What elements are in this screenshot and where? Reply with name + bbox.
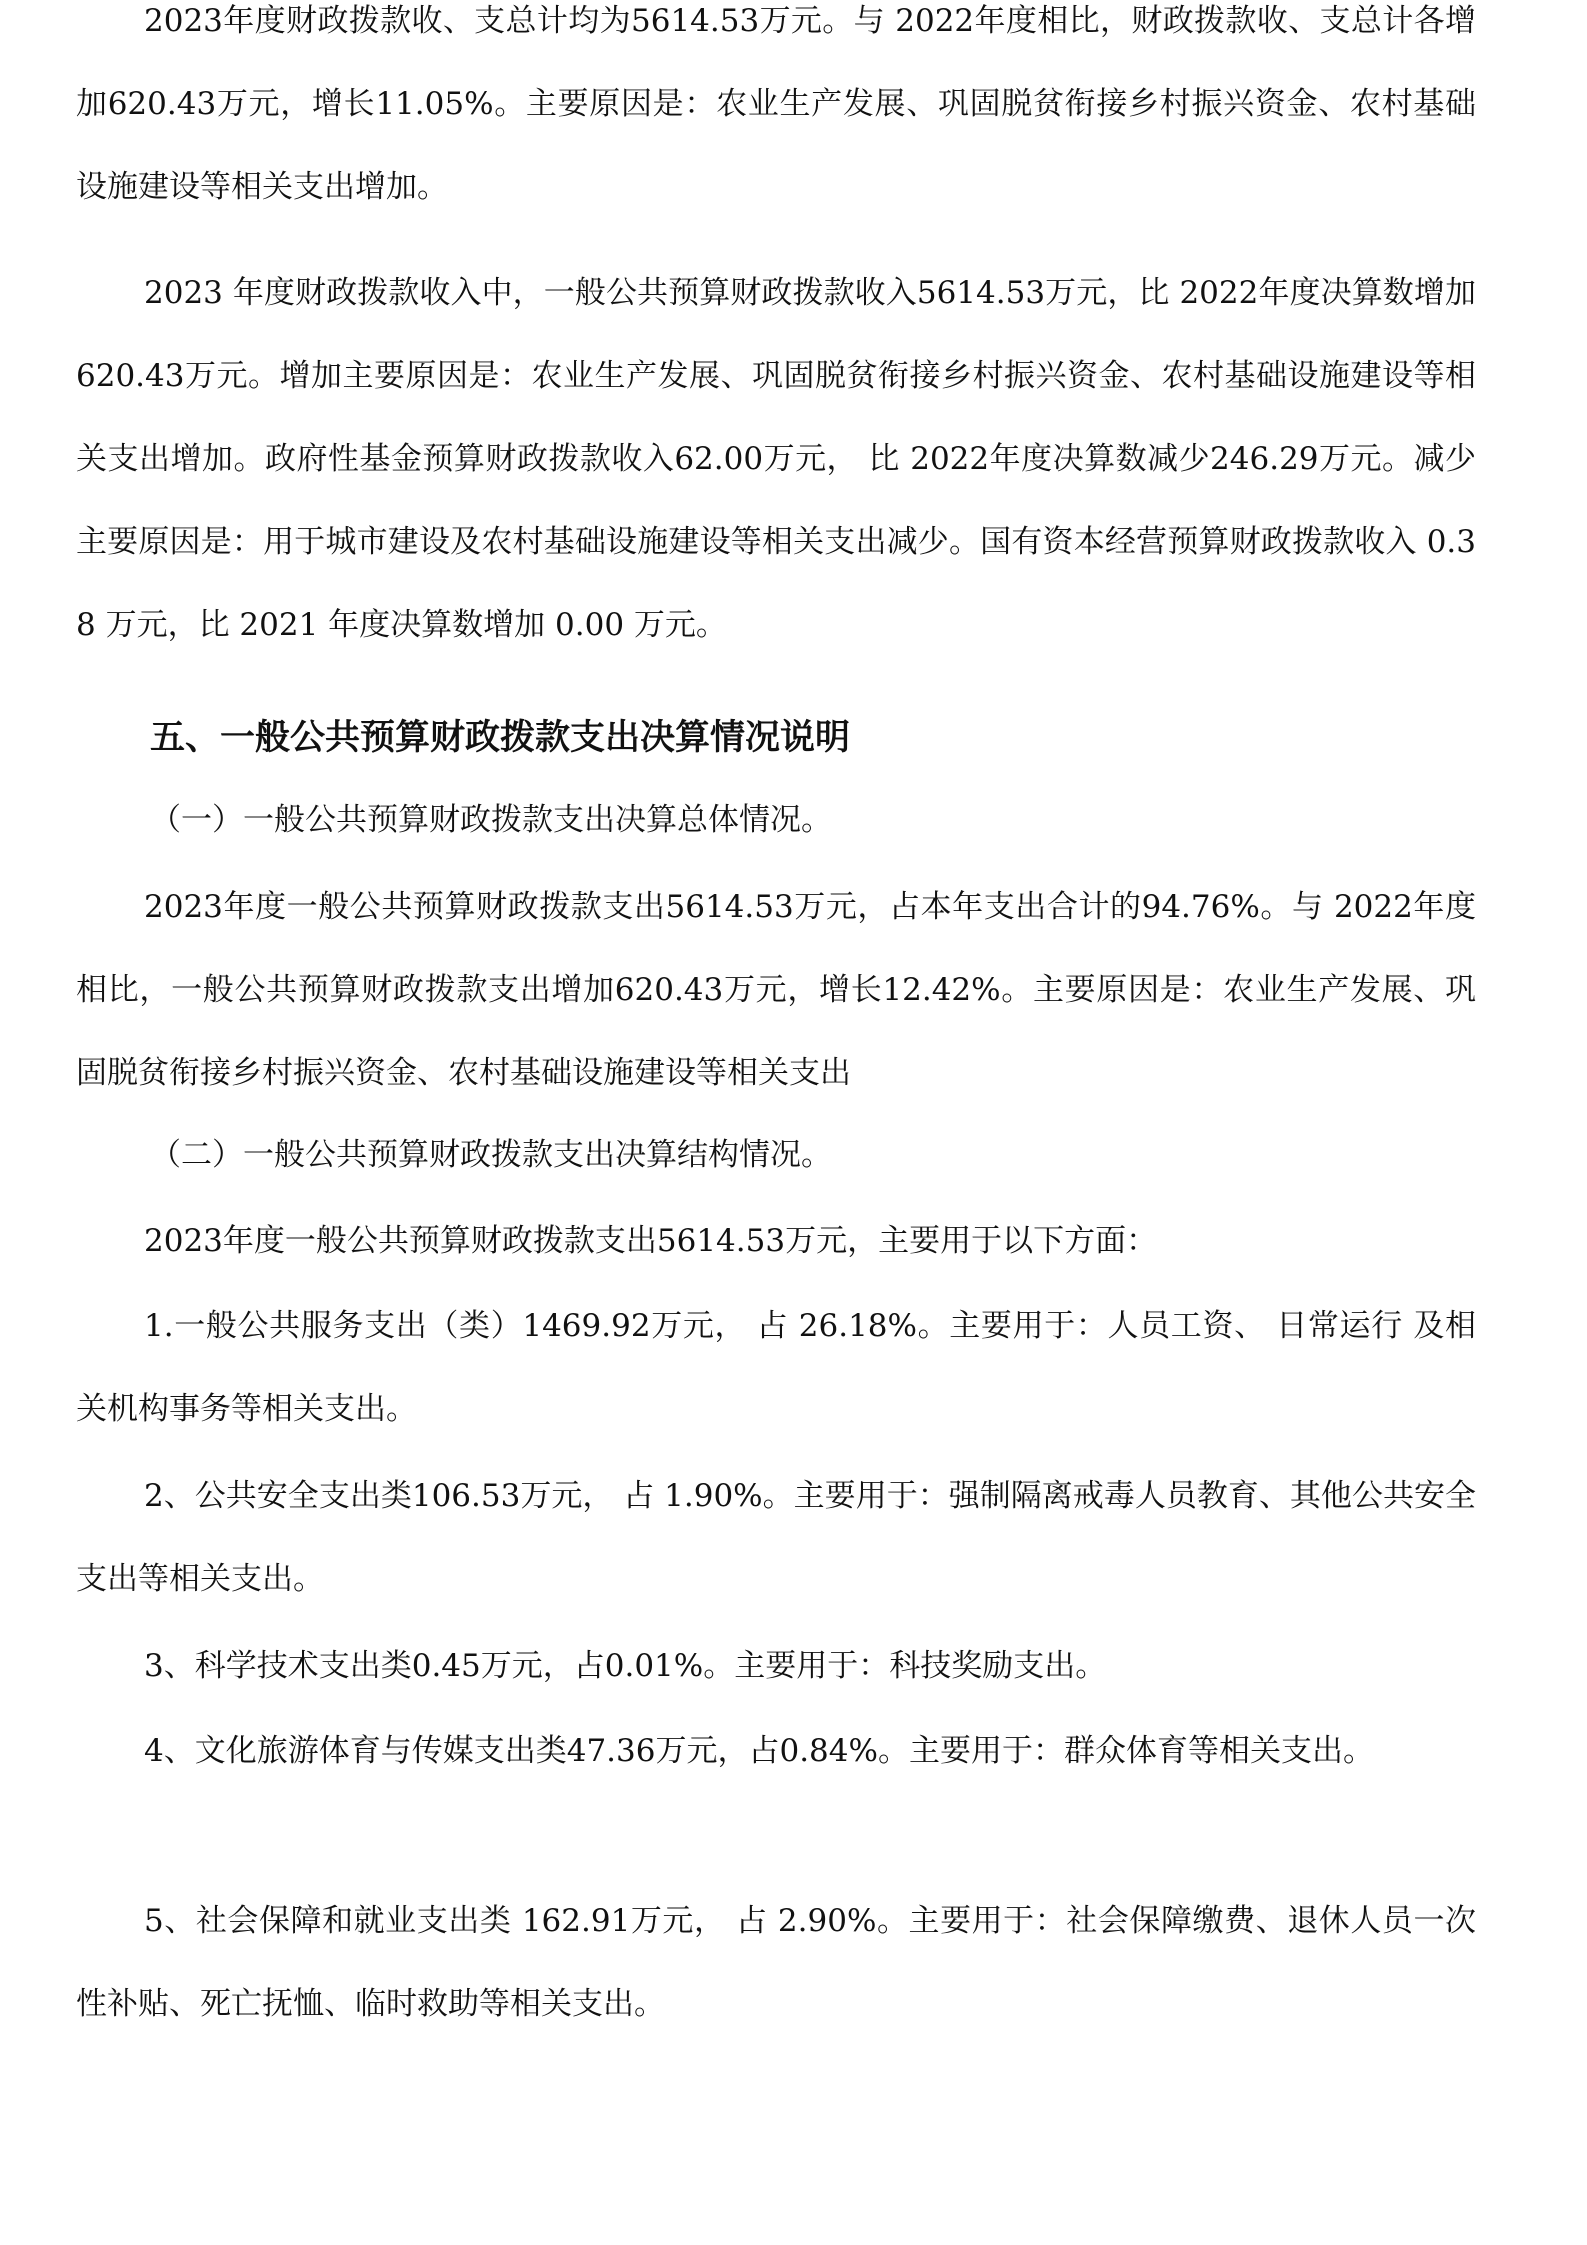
paragraph-expenditure-overall: 2023年度一般公共预算财政拨款支出5614.53万元，占本年支出合计的94.76%。与 2022年度相比，一般公共预算财政拨款支出增加620.43万元，增长12.42%。主要原因是：农业生产发展、巩固脱贫衔接乡村振兴资金、农村基础设施建设等相关支出 [76,889,1476,1091]
section-heading-five: 五、一般公共预算财政拨款支出决算情况说明 [150,718,851,758]
paragraph-fiscal-total: 2023年度财政拨款收、支总计均为5614.53万元。与 2022年度相比，财政拨款收、支总计各增加620.43万元，增长11.05%。主要原因是：农业生产发展、巩固脱贫衔接乡村振兴资金、农村基础设施建设等相关支出增加。 [76,3,1476,205]
list-item-culture-tourism: 4、文化旅游体育与传媒支出类47.36万元，占0.84%。主要用于：群众体育等相关支出。 [144,1733,1374,1769]
paragraph-fiscal-income: 2023 年度财政拨款收入中，一般公共预算财政拨款收入5614.53万元，比 2022年度决算数增加620.43万元。增加主要原因是：农业生产发展、巩固脱贫衔接乡村振兴资金、农村基础设施建设等相关支出增加。政府性基金预算财政拨款收入62.00万元， 比 2022年度决算数减少246.29万元。减少主要原因是：用于城市建设及农村基础设施建设等相关支出减少。国有资本经营预算财政拨款收入 0.38 万元，比 2021 年度决算数增加 0.00 万元。 [76,275,1476,643]
subheading-overall: （一）一般公共预算财政拨款支出决算总体情况。 [150,802,832,838]
paragraph-expenditure-structure: 2023年度一般公共预算财政拨款支出5614.53万元，主要用于以下方面： [144,1223,1158,1259]
list-item-science-technology: 3、科学技术支出类0.45万元，占0.01%。主要用于：科技奖励支出。 [144,1648,1107,1684]
list-item-public-security: 2、公共安全支出类106.53万元， 占 1.90%。主要用于：强制隔离戒毒人员教育、其他公共安全支出等相关支出。 [76,1478,1476,1597]
list-item-social-security: 5、社会保障和就业支出类 162.91万元， 占 2.90%。主要用于：社会保障缴费、退休人员一次性补贴、死亡抚恤、临时救助等相关支出。 [76,1903,1476,2022]
subheading-structure: （二）一般公共预算财政拨款支出决算结构情况。 [150,1137,832,1173]
list-item-general-public-services: 1.一般公共服务支出（类）1469.92万元， 占 26.18%。主要用于：人员工资、 日常运行 及相关机构事务等相关支出。 [76,1308,1476,1427]
